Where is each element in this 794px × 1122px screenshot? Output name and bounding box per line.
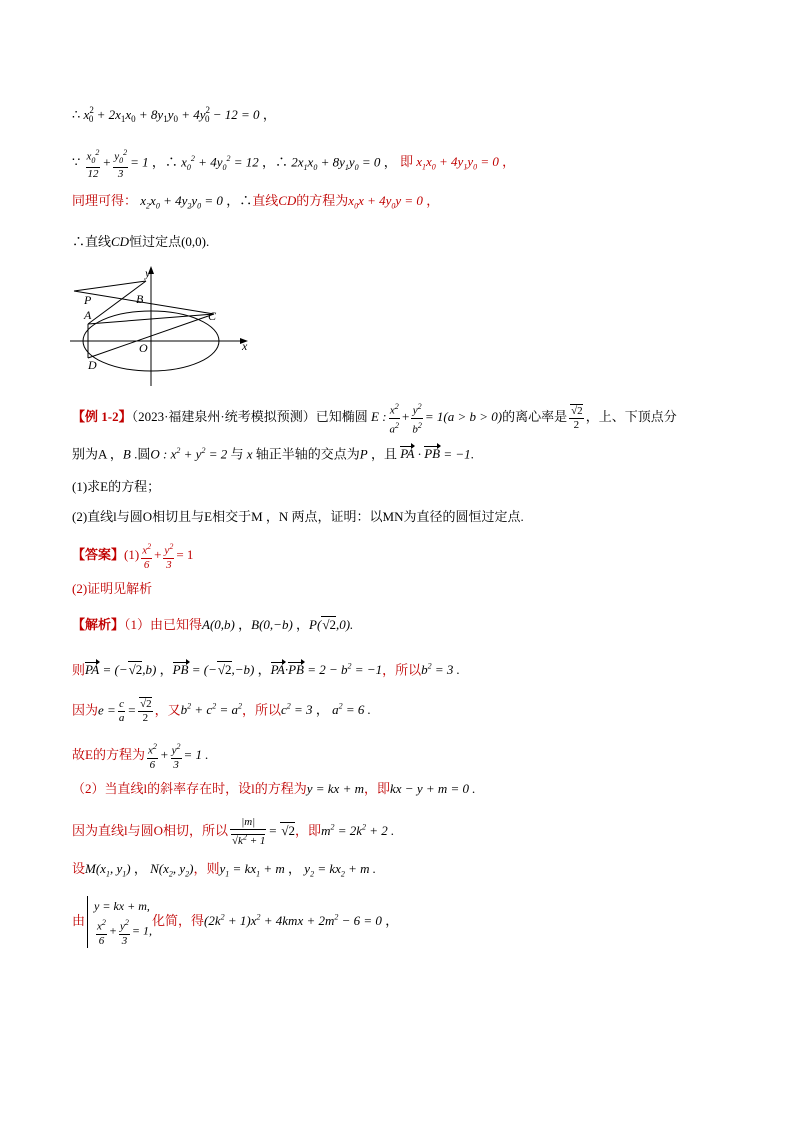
answer-tag: 【答案】 (72, 546, 125, 562)
question-2: (2)直线l与圆O相切且与E相交于M ，N 两点，证明：以MN为直径的圆恒过定点. (72, 509, 524, 524)
solution-line-1: 【解析】（1）由已知得A(0,b) ，B(0,−b) ，P(√2,0). (72, 617, 354, 632)
answer-line: 【答案】(1) $\frac{x^2}{6}$ + $\frac{y^2}{3}$ = 1 (72, 542, 194, 571)
eq-line-3: 同理可得： $x_2x_0 + 4y_2y_0 = 0$ ，∴直线CD的方程为$x_0x + 4y_0y = 0$ ， (72, 193, 440, 211)
solution-part-2-intro: （2）当直线l的斜率存在时，设l的方程为 (72, 781, 307, 796)
label-p: P (84, 293, 92, 307)
label-d: D (88, 358, 97, 372)
example-line-2: 别为A ，B .圆O : $x^2 + y^2 = 2$ 与 x 轴正半轴的交点为P ，且 PA · PB = −1. (72, 446, 474, 462)
eq-line-1: ∴ $x^2_0 + 2x_1x_0 + 8y_1y_0 + 4y^2_0 - 12 = 0$ ， (72, 105, 276, 124)
label-y: y (145, 266, 151, 280)
eq-line-2: ∵ $\frac{x_0^2}{12}$ + $\frac{y_0^2}{3}$ = 1 ，∴ $x_0^2 + 4y_0^2 = 12$ ，∴ $2x_1x_0 + 8y_1y_0 = 0$ ， 即 $x_1x_0 + 4y_1y_0 = 0$ ， (72, 148, 516, 180)
same-reasoning-label: 同理可得： (72, 193, 138, 208)
example-source: （2023·福建泉州·统考模拟预测）已知椭圆 (131, 409, 368, 425)
example-tag: 【例 1-2】 (72, 409, 132, 425)
solution-tangent: 因为直线l与圆O相切，所以 (72, 822, 229, 838)
label-b: B (136, 292, 144, 306)
example-header: 【例 1-2】（2023·福建泉州·统考模拟预测）已知椭圆 E : $\frac{x^2}{a^2}$ + $\frac{y^2}{b^2}$ = 1(a > b > 0)的离心率是 $\frac{√2}{2}$ ，上、下顶点分 (72, 402, 677, 436)
label-o: O (139, 341, 148, 355)
question-1: (1)求E的方程； (72, 479, 161, 494)
label-x: x (242, 339, 248, 353)
solution-namely: ，即 (363, 781, 390, 796)
system-brace: y = kx + m, $\frac{x^2}{6}$ + $\frac{y^2}{3}$ = 1, (87, 896, 152, 948)
solution-then: 则 (72, 662, 86, 678)
solution-line-3: 因为e = $\frac{c}{a}$ = $\frac{√2}{2}$ ，又$b^2 + c^2 = a^2$，所以$c^2 = 3$ ， $a^2 = 6$ . (72, 698, 371, 724)
solution-so: 所以 (395, 662, 422, 678)
solution-because: 因为 (72, 702, 99, 718)
example-end: ，上、下顶点分 (585, 409, 677, 425)
solution-simplify: 化简，得 (152, 912, 205, 928)
solution-from: 由 (72, 912, 86, 928)
solution-intro: （1）由已知得 (124, 617, 203, 632)
solution-tag: 【解析】 (72, 617, 125, 632)
ellipse-figure (66, 262, 256, 392)
solution-let: 设 (72, 861, 86, 876)
eq-line-4: ∴直线CD恒过定点(0,0). (72, 234, 210, 249)
solution-line-5: （2）当直线l的斜率存在时，设l的方程为y = kx + m，即kx − y + m = 0 . (72, 781, 476, 796)
tangent-line-pc (74, 291, 214, 314)
label-a: A (84, 308, 92, 322)
answer-part-2: (2)证明见解析 (72, 581, 153, 596)
answer-part-1: (1) (124, 546, 140, 562)
solution-line-7: 设$M(x_1$, $y_1$) ， $N(x_2$, $y_2$)，则$y_1 = kx_1 + m$ ， $y_2 = kx_2 + m$ . (72, 861, 377, 879)
solution-line-8: 由 y = kx + m, $\frac{x^2}{6}$ + $\frac{y^2}{3}$ = 1, 化简，得$(2k^2 + 1)x^2 + 4kmx + 2m^2 - 6 = 0$ ， (72, 896, 398, 948)
solution-line-4: 故E的方程为 $\frac{x^2}{6}$ + $\frac{y^2}{3}$ = 1 . (72, 742, 209, 771)
solution-then-2: ，则 (193, 861, 220, 876)
solution-also: ，又 (154, 702, 181, 718)
solution-so-2: ，所以 (241, 702, 281, 718)
eccentricity-text: 的离心率是 (502, 409, 568, 425)
solution-equation-label: 故E的方程为 (72, 746, 145, 762)
solution-namely-2: ，即 (295, 822, 322, 838)
solution-line-6: 因为直线l与圆O相切，所以 $\frac{|m|}{√k^2 + 1}$ = √2，即$m^2 = 2k^2 + 2$ . (72, 816, 395, 847)
solution-line-2: 则PA = (−√2,b) ，PB = (−√2,−b) ，$PA\cdot PB = 2 - b^2 = -1$，所以$b^2 = 3$ . (72, 662, 460, 678)
label-c: C (208, 309, 217, 323)
